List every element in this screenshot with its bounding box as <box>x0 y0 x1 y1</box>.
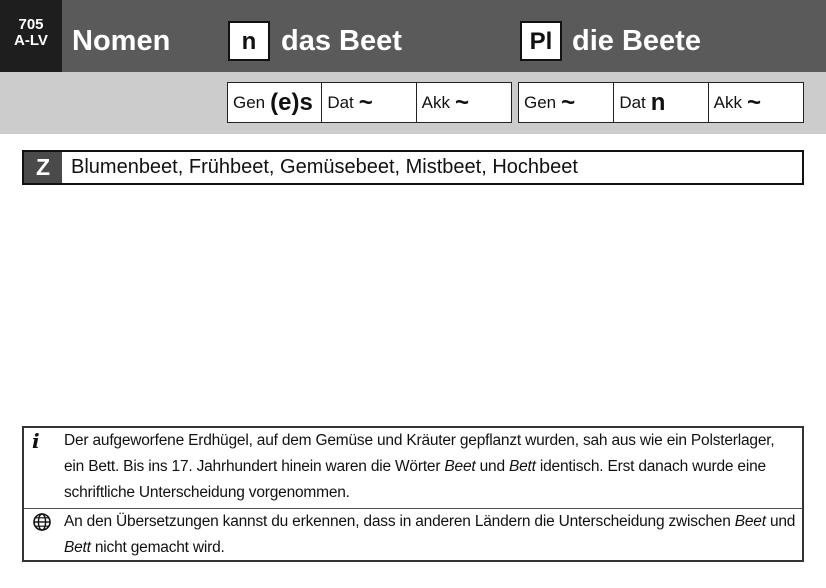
case-cell <box>709 83 803 122</box>
case-cell <box>228 83 322 122</box>
info-note <box>24 428 802 508</box>
info-text <box>64 432 774 501</box>
case-label: Akk <box>713 92 743 112</box>
translation-text-part: und <box>765 513 796 530</box>
case-cell <box>417 83 511 122</box>
word-category: Nomen <box>72 25 171 57</box>
header-bar <box>0 0 826 72</box>
case-ending: ~ <box>561 88 576 116</box>
info-text-part: identisch. Erst danach wurde eine schriftliche Unterscheidung vorgenommen. <box>64 458 766 501</box>
info-word: Beet <box>444 458 476 475</box>
info-text-part: Der aufgeworfene Erdhügel, auf dem Gemüse und Kräuter gepflanzt wurden, sah aus wie ein Polsterlager, ein Bett. Bis ins 17. Jahrhundert hinein waren die Wörter <box>64 432 775 475</box>
compounds-box <box>22 150 804 185</box>
plural-case-table <box>518 82 804 123</box>
case-cell <box>519 83 614 122</box>
case-cell <box>322 83 416 122</box>
case-label: Gen <box>524 92 557 112</box>
notes-box <box>22 426 804 562</box>
singular-form: das Beet <box>281 25 402 57</box>
translation-text-part: An den Übersetzungen kannst du erkennen, dass in anderen Ländern die Unterscheidung zwischen <box>64 513 735 530</box>
gender-badge: n <box>228 21 270 61</box>
info-i-icon: i <box>32 429 40 453</box>
card-number: 705 <box>18 16 44 33</box>
case-ending: ~ <box>358 88 373 116</box>
info-word: Bett <box>509 458 536 475</box>
globe-icon <box>32 512 52 532</box>
case-ending: n <box>650 88 666 116</box>
singular-case-table <box>227 82 512 123</box>
card-number-block <box>0 0 62 72</box>
case-label: Akk <box>421 92 450 112</box>
case-label: Dat <box>327 92 354 112</box>
card-level: A-LV <box>14 32 48 49</box>
translation-word: Bett <box>64 539 91 556</box>
plural-badge: Pl <box>520 21 562 61</box>
plural-form: die Beete <box>572 25 701 57</box>
translation-text <box>64 513 795 556</box>
translation-note <box>24 508 802 559</box>
case-cell <box>614 83 708 122</box>
info-text-part: und <box>475 458 509 475</box>
translation-text-part: nicht gemacht wird. <box>90 539 225 556</box>
compounds-label: Z <box>24 152 62 183</box>
case-label: Gen <box>233 92 266 112</box>
case-ending: ~ <box>747 88 762 116</box>
translation-word: Beet <box>734 513 766 530</box>
case-ending: (e)s <box>270 88 313 116</box>
case-ending: ~ <box>455 88 470 116</box>
case-label: Dat <box>619 92 646 112</box>
compounds-text: Blumenbeet, Frühbeet, Gemüsebeet, Mistbeet, Hochbeet <box>71 156 578 178</box>
